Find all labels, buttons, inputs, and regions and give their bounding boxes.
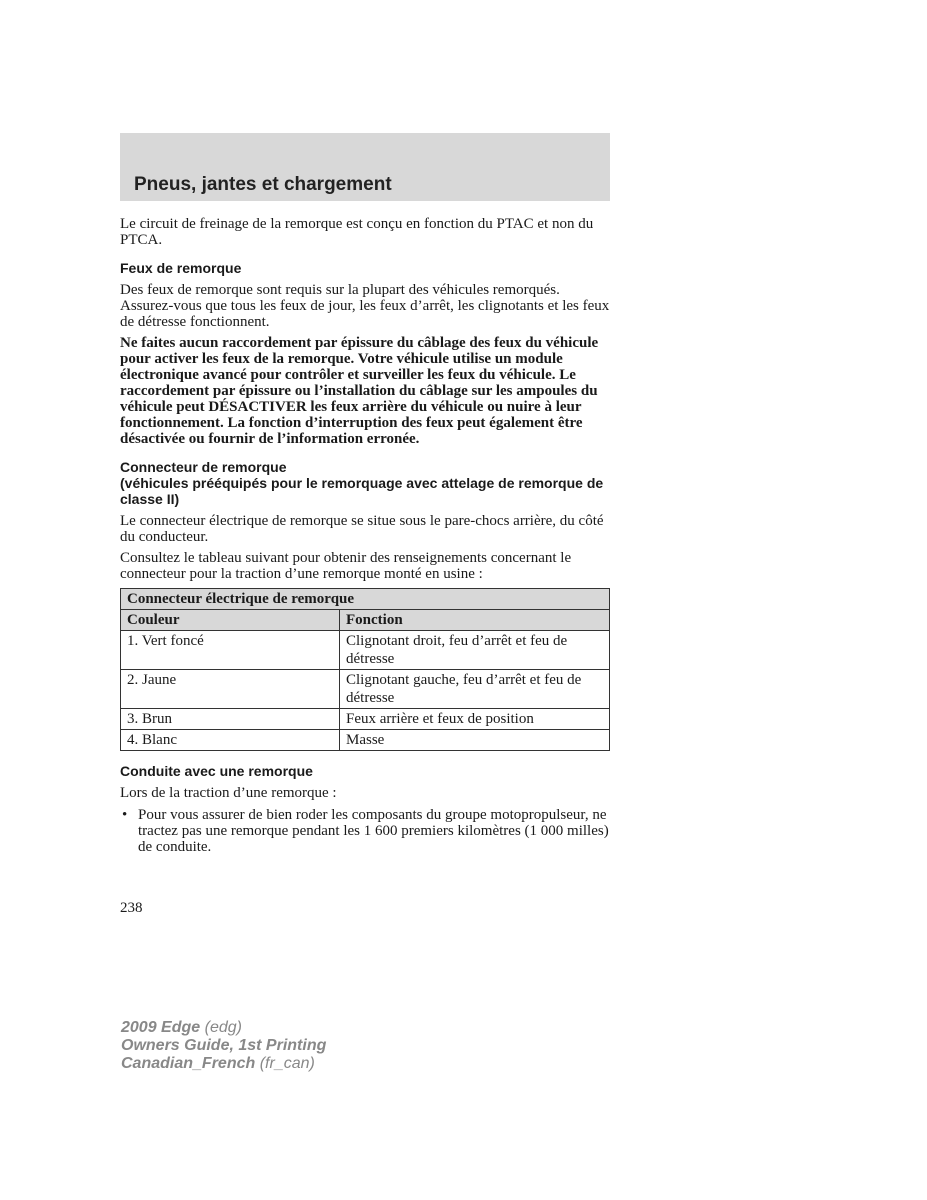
page-content <box>120 133 610 855</box>
trailer-lights-heading: Feux de remorque <box>120 260 242 276</box>
table-row <box>121 709 610 730</box>
driving-heading: Conduite avec une remorque <box>120 763 313 779</box>
list-item <box>120 807 610 855</box>
table-cell-color: 2. Jaune <box>121 670 340 709</box>
page-number: 238 <box>120 900 143 916</box>
table-cell-function: Masse <box>340 730 610 751</box>
connector-heading-line1: Connecteur de remorque <box>120 459 287 475</box>
footer-language: Canadian_French <box>121 1055 256 1072</box>
table-cell-function: Feux arrière et feux de position <box>340 709 610 730</box>
footer-guide: Owners Guide, 1st Printing <box>121 1037 327 1054</box>
footer-language-code: (fr_can) <box>259 1055 315 1072</box>
column-header-function: Fonction <box>340 610 610 631</box>
footer-model-code: (edg) <box>204 1019 242 1036</box>
footer-line-1 <box>121 1019 326 1037</box>
connector-location-paragraph: Le connecteur électrique de remorque se situe sous le pare-chocs arrière, du côté du conducteur. <box>120 513 604 545</box>
bullet-icon: • <box>122 807 128 823</box>
table-title-row <box>121 589 610 610</box>
trailer-lights-warning: Ne faites aucun raccordement par épissure du câblage des feux du véhicule pour activer les feux de la remorque. Votre véhicule utilise un module électronique avancé pour contrôler et surveiller les feux du véhicule. Le raccordement par épissure ou l’installation du câblage sur les ampoules du véhicule peut DÉSACTIVER les feux arrière du véhicule ou nuire à leur fonctionnement. La fonction d’interruption des feux peut également être désactivée ou fournir de l’information erronée. <box>120 335 599 447</box>
column-header-color: Couleur <box>121 610 340 631</box>
footer-line-3 <box>121 1055 326 1073</box>
trailer-lights-paragraph: Des feux de remorque sont requis sur la plupart des véhicules remorqués. Assurez-vous que tous les feux de jour, les feux d’arrêt, les clignotants et les feux de détresse fonctionnent. <box>120 282 610 330</box>
table-row <box>121 670 610 709</box>
intro-paragraph: Le circuit de freinage de la remorque est conçu en fonction du PTAC et non du PTCA. <box>120 216 594 248</box>
table-cell-function: Clignotant gauche, feu d’arrêt et feu de détresse <box>340 670 610 709</box>
connector-table-intro: Consultez le tableau suivant pour obtenir des renseignements concernant le connecteur pour la traction d’une remorque monté en usine : <box>120 550 572 582</box>
driving-paragraph: Lors de la traction d’une remorque : <box>120 785 337 801</box>
table-cell-color: 3. Brun <box>121 709 340 730</box>
table-cell-color: 4. Blanc <box>121 730 340 751</box>
connector-table <box>120 588 610 751</box>
print-footer <box>121 1019 326 1073</box>
table-header-row <box>121 610 610 631</box>
footer-line-2 <box>121 1037 326 1055</box>
table-title: Connecteur électrique de remorque <box>121 589 610 610</box>
section-title: Pneus, jantes et chargement <box>134 174 392 195</box>
section-header <box>120 133 610 201</box>
connector-heading <box>120 459 610 507</box>
footer-model: 2009 Edge <box>121 1019 201 1036</box>
table-cell-color: 1. Vert foncé <box>121 631 340 670</box>
driving-bullet-list <box>120 807 610 855</box>
table-row <box>121 730 610 751</box>
list-item-text: Pour vous assurer de bien roder les composants du groupe motopropulseur, ne tractez pas une remorque pendant les 1 600 premiers kilomètres (1 000 milles) de conduite. <box>138 807 609 855</box>
table-cell-function: Clignotant droit, feu d’arrêt et feu de détresse <box>340 631 610 670</box>
connector-heading-line2: (véhicules prééquipés pour le remorquage avec attelage de remorque de classe II) <box>120 475 604 507</box>
table-row <box>121 631 610 670</box>
